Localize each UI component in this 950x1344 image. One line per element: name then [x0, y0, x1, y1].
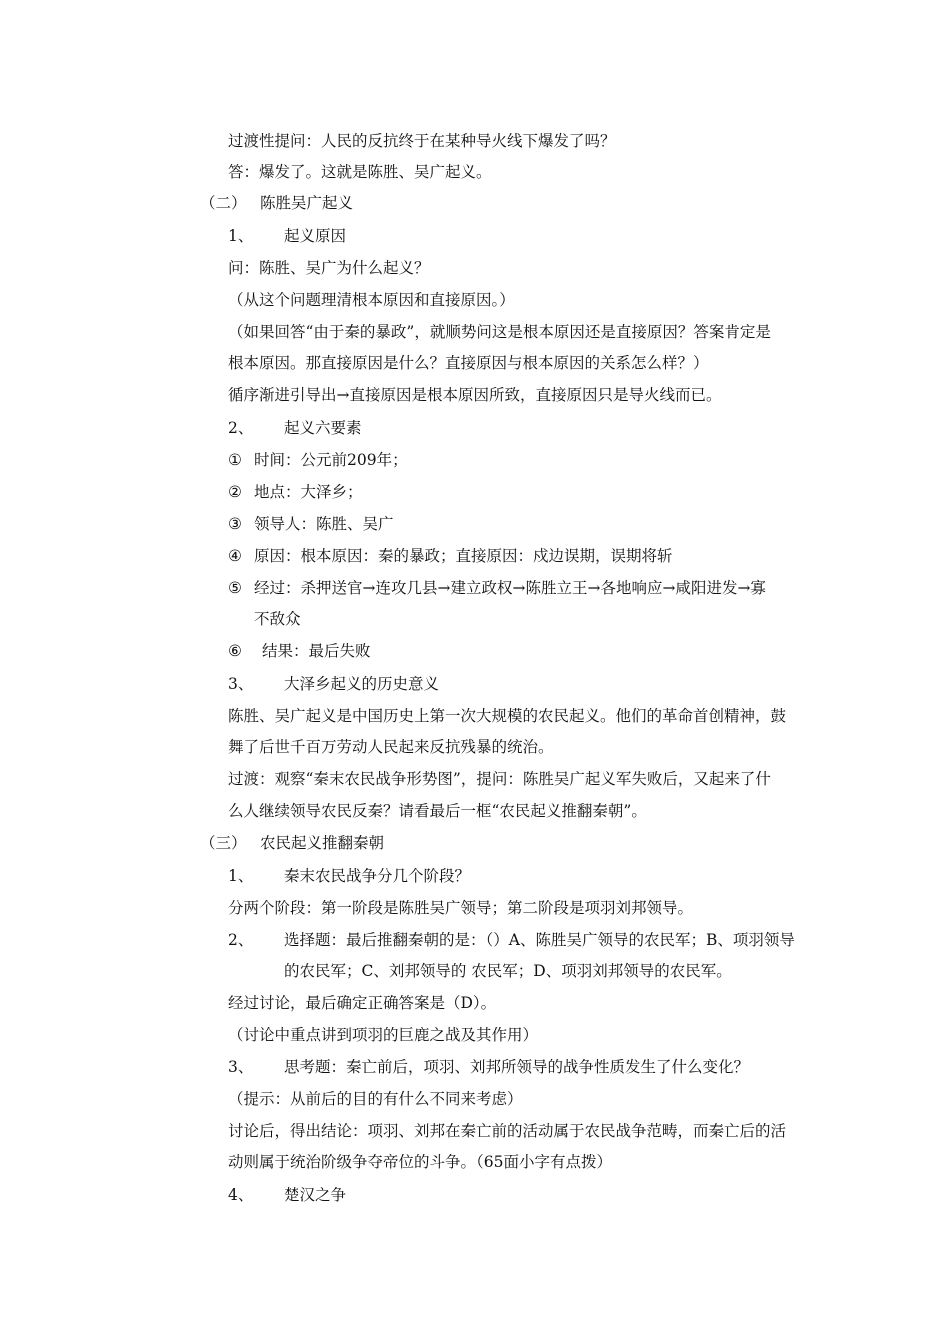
section-2-number: （二） [200, 194, 247, 212]
item-2-number: 2、 [228, 419, 254, 437]
element-mark: ① [228, 451, 242, 469]
paragraph-line: 经过讨论，最后确定正确答案是（D）。 [228, 994, 497, 1012]
paragraph-line: 舞了后世千百万劳动人民起来反抗残暴的统治。 [228, 738, 554, 756]
element-mark: ⑤ [228, 579, 242, 597]
section-3-number: （三） [200, 834, 247, 852]
element-text: 结果：最后失败 [262, 642, 371, 660]
answer-line: 答：爆发了。这就是陈胜、吴广起义。 [228, 163, 492, 181]
paragraph-line: 么人继续领导农民反秦？请看最后一框“农民起义推翻秦朝”。 [228, 802, 647, 820]
item-1-number: 1、 [228, 867, 254, 885]
section-2-title: 陈胜吴广起义 [260, 194, 354, 212]
item-3-number: 3、 [228, 675, 254, 693]
item-1-number: 1、 [228, 227, 254, 245]
element-text: 原因：根本原因：秦的暴政；直接原因：戍边误期，误期将斩 [254, 547, 673, 565]
item-1-text: 起义原因 [284, 227, 347, 245]
paragraph-line: 根本原因。那直接原因是什么？直接原因与根本原因的关系怎么样？） [228, 354, 709, 372]
transition-question: 过渡性提问：人民的反抗终于在某种导火线下爆发了吗？ [228, 132, 616, 150]
question-line: 问：陈胜、吴广为什么起义？ [228, 259, 430, 277]
paragraph-line: 分两个阶段：第一阶段是陈胜吴广领导；第二阶段是项羽刘邦领导。 [228, 899, 694, 917]
element-mark: ⑥ [228, 642, 242, 660]
item-2-text: 选择题：最后推翻秦朝的是：（）A、陈胜吴广领导的农民军；B、项羽领导 [284, 931, 795, 949]
item-2-text: 起义六要素 [284, 419, 362, 437]
element-mark: ② [228, 483, 242, 501]
paragraph-line: 动则属于统治阶级争夺帝位的斗争。（65面小字有点拨） [228, 1153, 612, 1171]
element-mark: ④ [228, 547, 242, 565]
element-text-continued: 不敌众 [254, 610, 301, 628]
paragraph-line: 讨论后，得出结论：项羽、刘邦在秦亡前的活动属于农民战争范畴，而秦亡后的活 [228, 1122, 787, 1140]
element-text: 地点：大泽乡； [254, 483, 363, 501]
item-2-text-continued: 的农民军；C、刘邦领导的 农民军；D、项羽刘邦领导的农民军。 [284, 962, 732, 980]
note-line: （提示：从前后的目的有什么不同来考虑） [228, 1090, 523, 1108]
note-line: （从这个问题理清根本原因和直接原因。） [228, 291, 515, 309]
item-3-text: 思考题：秦亡前后，项羽、刘邦所领导的战争性质发生了什么变化？ [284, 1058, 750, 1076]
element-text: 经过：杀押送官→连攻几县→建立政权→陈胜立王→各地响应→咸阳进发→寡 [254, 579, 766, 597]
section-3-title: 农民起义推翻秦朝 [260, 834, 385, 852]
paragraph-line: 循序渐进引导出→直接原因是根本原因所致，直接原因只是导火线而已。 [228, 386, 722, 404]
paragraph-line: （如果回答“由于秦的暴政”，就顺势问这是根本原因还是直接原因？答案肯定是 [228, 323, 771, 341]
paragraph-line: 陈胜、吴广起义是中国历史上第一次大规模的农民起义。他们的革命首创精神，鼓 [228, 707, 787, 725]
item-1-text: 秦末农民战争分几个阶段？ [284, 867, 471, 885]
item-4-text: 楚汉之争 [284, 1186, 347, 1204]
note-line: （讨论中重点讲到项羽的巨鹿之战及其作用） [228, 1026, 539, 1044]
element-text: 领导人：陈胜、吴广 [254, 515, 394, 533]
item-2-number: 2、 [228, 931, 254, 949]
element-text: 时间：公元前209年； [254, 451, 408, 469]
item-3-number: 3、 [228, 1058, 254, 1076]
paragraph-line: 过渡：观察“秦末农民战争形势图”，提问：陈胜吴广起义军失败后，又起来了什 [228, 770, 771, 788]
item-3-text: 大泽乡起义的历史意义 [284, 675, 440, 693]
element-mark: ③ [228, 515, 242, 533]
item-4-number: 4、 [228, 1186, 254, 1204]
